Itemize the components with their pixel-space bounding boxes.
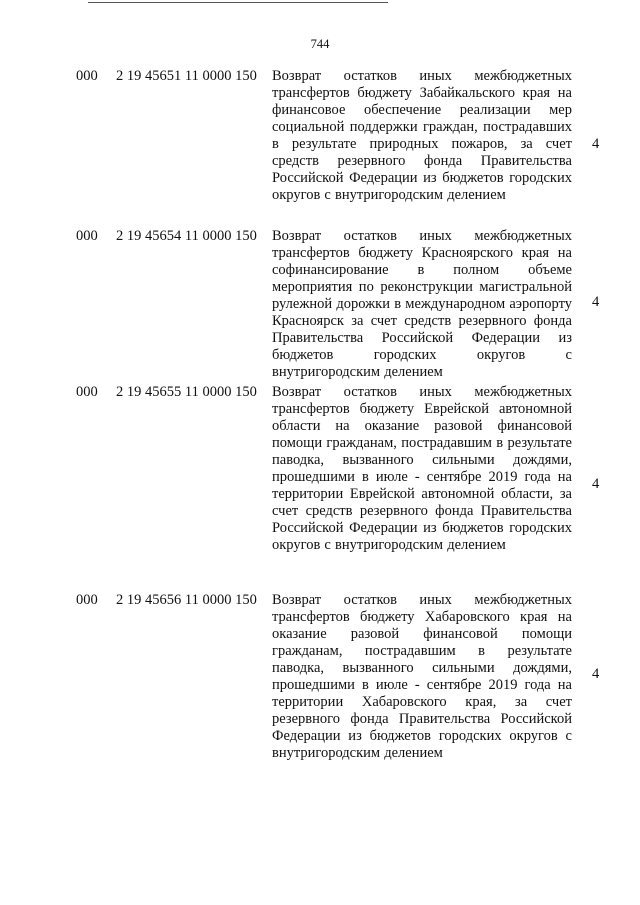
group-number: 4	[592, 294, 600, 310]
admin-code: 000	[76, 592, 98, 608]
scan-top-rule	[88, 2, 388, 3]
group-number: 4	[592, 476, 600, 492]
classification-code: 2 19 45651 11 0000 150	[116, 68, 257, 84]
budget-code-row	[0, 592, 640, 762]
budget-code-row	[0, 384, 640, 588]
revenue-description: Возврат остатков иных межбюджетных трансфертов бюджету Забайкальского края на финансовое обеспечение реализации мер социальной поддержки граждан, пострадавших в результате природных пожаров, за счет средств резервного фонда Правительства Российской Федерации из бюджетов городских округов с внутригородским делением	[272, 68, 572, 203]
revenue-description: Возврат остатков иных межбюджетных трансфертов бюджету Красноярского края на софинансирование в полном объеме мероприятия по реконструкции магистральной рулежной дорожки в международном аэропорту Красноярск за счет средств резервного фонда Правительства Российской Федерации из бюджетов городских округов с внутригородским делением	[272, 228, 572, 380]
page-number: 744	[310, 37, 330, 51]
group-number: 4	[592, 136, 600, 152]
budget-code-row	[0, 68, 640, 220]
admin-code: 000	[76, 68, 98, 84]
classification-code: 2 19 45655 11 0000 150	[116, 384, 257, 400]
classification-code: 2 19 45654 11 0000 150	[116, 228, 257, 244]
admin-code: 000	[76, 384, 98, 400]
group-number: 4	[592, 666, 600, 682]
budget-code-row	[0, 228, 640, 380]
revenue-description: Возврат остатков иных межбюджетных трансфертов бюджету Хабаровского края на оказание разовой финансовой помощи гражданам, пострадавшим в результате паводка, вызванного сильными дождями, прошедшими в июле - сентябре 2019 года на территории Хабаровского края, за счет резервного фонда Правительства Российской Федерации из бюджетов городских округов с внутригородским делением	[272, 592, 572, 761]
classification-code: 2 19 45656 11 0000 150	[116, 592, 257, 608]
admin-code: 000	[76, 228, 98, 244]
revenue-description: Возврат остатков иных межбюджетных трансфертов бюджету Еврейской автономной области на оказание разовой финансовой помощи гражданам, пострадавшим в результате паводка, вызванного сильными дождями, прошедшими в июле - сентябре 2019 года на территории Еврейской автономной области, за счет средств резервного фонда Правительства Российской Федерации из бюджетов городских округов с внутригородским делением	[272, 384, 572, 553]
